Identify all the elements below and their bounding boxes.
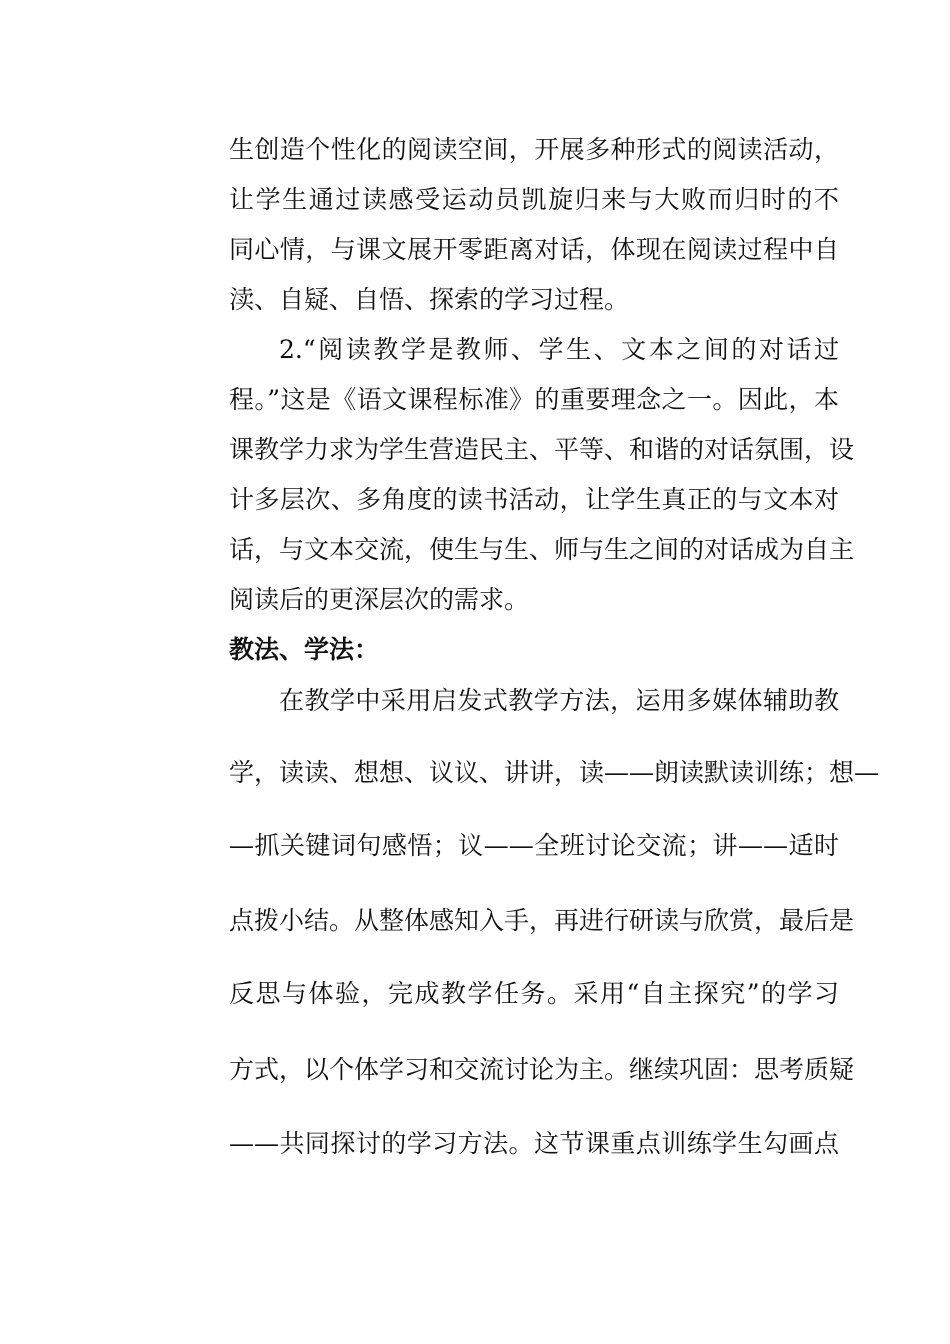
- paragraph-2-line-3: 课教学力求为学生营造民主、平等、和谐的对话氛围，设: [229, 435, 855, 464]
- paragraph-3-line-3: —抓关键词句感悟；议——全班讨论交流；讲——适时: [229, 831, 839, 860]
- paragraph-2-line-6: 阅读后的更深层次的需求。: [229, 585, 530, 614]
- paragraph-3-line-5: 反思与体验，完成教学任务。采用“自主探究”的学习: [229, 979, 839, 1008]
- paragraph-2-line-2: 程。”这是《语文课程标准》的重要理念之一。因此，本: [229, 385, 839, 414]
- paragraph-3-line-1: 在教学中采用启发式教学方法，运用多媒体辅助教: [279, 686, 839, 715]
- paragraph-3-line-2: 学，读读、想想、议议、讲讲，读——朗读默读训练；想—: [229, 758, 880, 787]
- paragraph-1-line-3: 同心情，与课文展开零距离对话，体现在阅读过程中自: [229, 235, 839, 264]
- section-heading: 教法、学法：: [229, 635, 380, 664]
- paragraph-1-line-4: 渎、自疑、自悟、探索的学习过程。: [229, 285, 630, 314]
- paragraph-3-line-7: ——共同探讨的学习方法。这节课重点训练学生勾画点: [229, 1129, 839, 1158]
- paragraph-1-line-2: 让学生通过读感受运动员凯旋归来与大败而归时的不: [229, 185, 839, 214]
- paragraph-1-line-1: 生创造个性化的阅读空间，开展多种形式的阅读活动，: [229, 135, 839, 164]
- paragraph-3-line-4: 点拨小结。从整体感知入手，再进行研读与欣赏，最后是: [229, 906, 855, 935]
- paragraph-2-line-4: 计多层次、多角度的读书活动，让学生真正的与文本对: [229, 485, 839, 514]
- paragraph-2-line-1: 2.“阅读教学是教师、学生、文本之间的对话过: [279, 335, 839, 364]
- paragraph-3-line-6: 方式，以个体学习和交流讨论为主。继续巩固：思考质疑: [229, 1055, 855, 1084]
- paragraph-2-line-5: 话，与文本交流，使生与生、师与生之间的对话成为自主: [229, 535, 855, 564]
